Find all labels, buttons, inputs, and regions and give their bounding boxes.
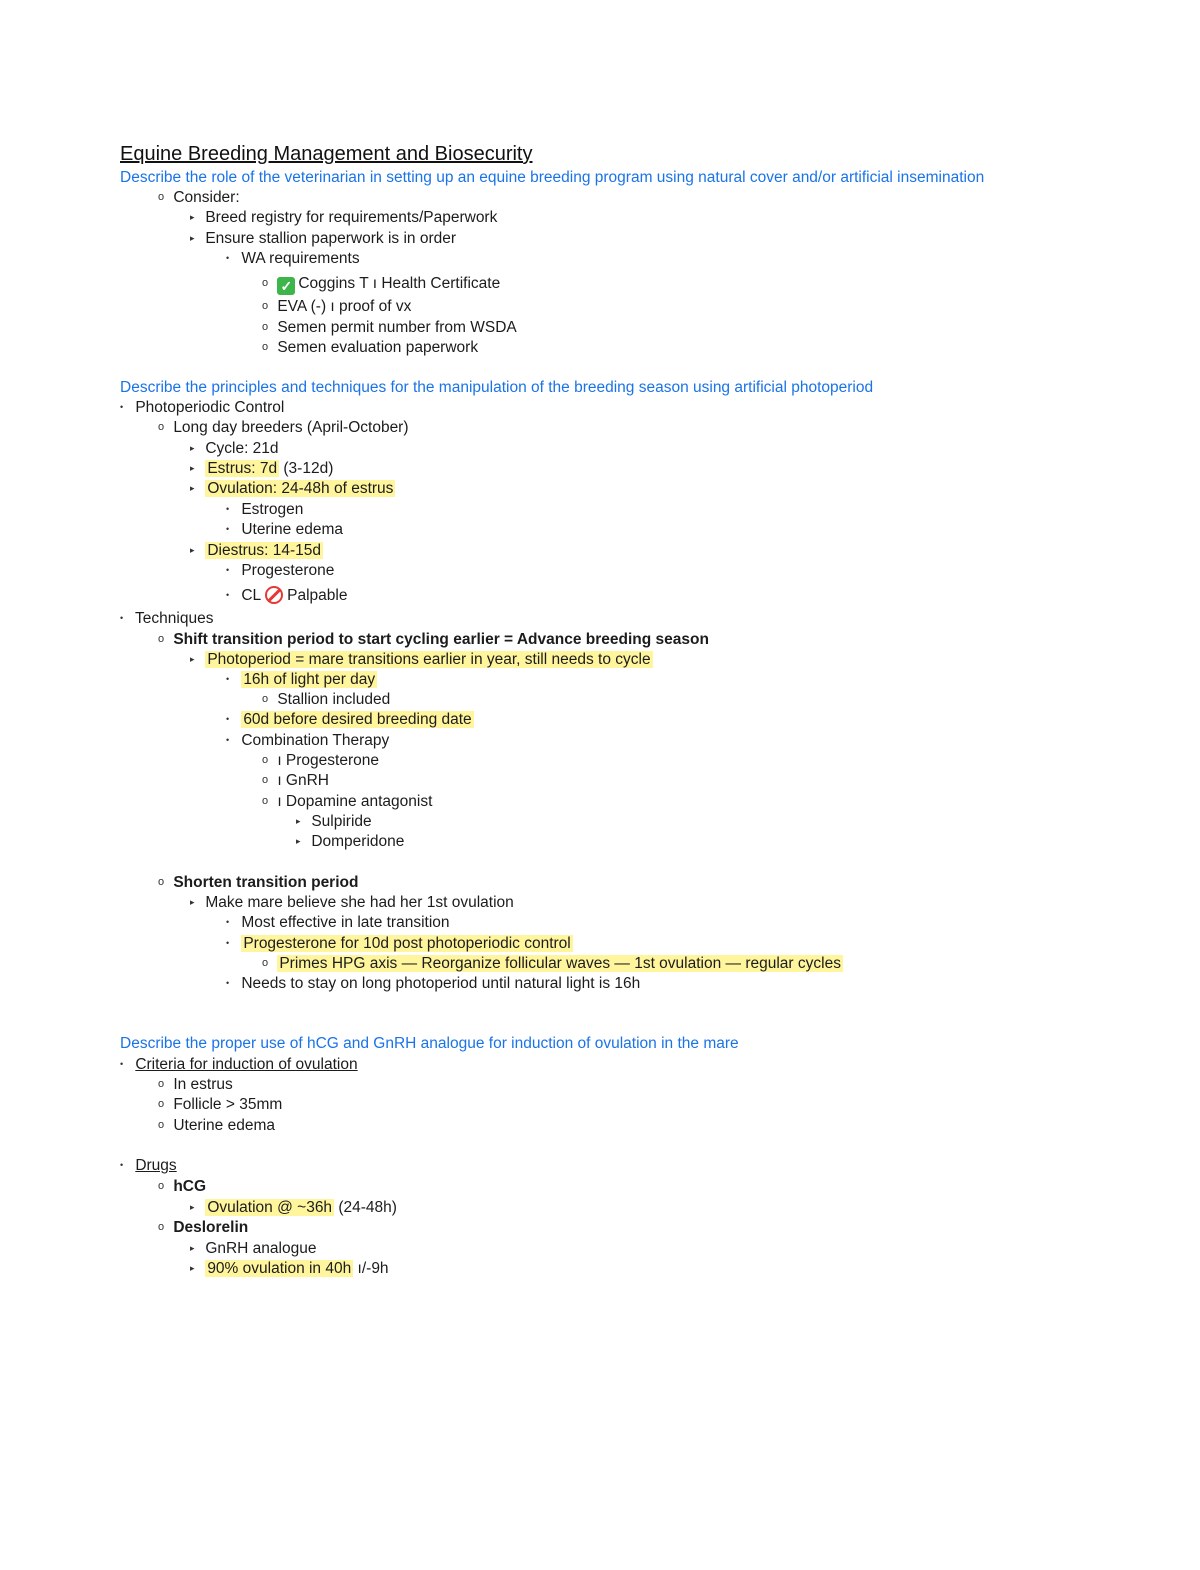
circle-bullet-icon: o (262, 774, 269, 786)
list-item: o EVA (-) ı proof of vx (262, 298, 412, 315)
dot-bullet-icon: • (226, 253, 230, 263)
list-item: • Estrogen (226, 501, 304, 518)
triangle-bullet-icon: ▸ (190, 545, 195, 555)
list-item: ▸ Ovulation: 24-48h of estrus (190, 480, 394, 497)
list-item: • Techniques (120, 610, 214, 627)
circle-bullet-icon: o (158, 191, 165, 203)
list-item: o hCG (158, 1178, 207, 1195)
list-item: ▸ Sulpiride (296, 813, 372, 830)
dot-bullet-icon: • (226, 938, 230, 948)
dot-bullet-icon: • (226, 917, 230, 927)
list-item: • Needs to stay on long photoperiod until natural light is 16h (226, 975, 641, 992)
dot-bullet-icon: • (226, 590, 230, 600)
list-item: o Semen evaluation paperwork (262, 339, 479, 356)
list-item: • 60d before desired breeding date (226, 711, 472, 728)
list-item: • Combination Therapy (226, 732, 390, 749)
list-item: • WA requirements (226, 250, 360, 267)
no-entry-icon (265, 586, 283, 604)
list-item: • Progesterone (226, 562, 335, 579)
triangle-bullet-icon: ▸ (190, 1263, 195, 1273)
list-item: ▸ Ovulation @ ~36h (24-48h) (190, 1199, 397, 1216)
triangle-bullet-icon: ▸ (190, 483, 195, 493)
list-item: o ı GnRH (262, 772, 329, 789)
list-item: • Uterine edema (226, 521, 343, 538)
list-item: o Consider: (158, 189, 240, 206)
list-item: ▸ Estrus: 7d (3-12d) (190, 460, 334, 477)
circle-bullet-icon: o (158, 1221, 165, 1233)
question-photoperiod: Describe the principles and techniques for the manipulation of the breeding season using artificial photoperiod (120, 379, 874, 396)
circle-bullet-icon: o (262, 300, 269, 312)
triangle-bullet-icon: ▸ (190, 1202, 195, 1212)
circle-bullet-icon: o (262, 341, 269, 353)
list-item: o Long day breeders (April-October) (158, 419, 409, 436)
list-item: o Semen permit number from WSDA (262, 319, 517, 336)
triangle-bullet-icon: ▸ (190, 654, 195, 664)
list-item: • CL Palpable (226, 587, 348, 604)
list-item: o Follicle > 35mm (158, 1096, 283, 1113)
triangle-bullet-icon: ▸ (296, 836, 301, 846)
dot-bullet-icon: • (120, 402, 124, 412)
dot-bullet-icon: • (226, 524, 230, 534)
triangle-bullet-icon: ▸ (190, 1243, 195, 1253)
list-item: • 16h of light per day (226, 671, 376, 688)
list-item: ▸ Domperidone (296, 833, 405, 850)
dot-bullet-icon: • (226, 674, 230, 684)
list-item: ▸ Make mare believe she had her 1st ovulation (190, 894, 514, 911)
circle-bullet-icon: o (262, 321, 269, 333)
document-title: Equine Breeding Management and Biosecurity (120, 143, 533, 165)
list-item: ▸ Diestrus: 14-15d (190, 542, 322, 559)
list-item: ▸ Ensure stallion paperwork is in order (190, 230, 457, 247)
triangle-bullet-icon: ▸ (296, 816, 301, 826)
question-veterinarian-role: Describe the role of the veterinarian in setting up an equine breeding program using natural cover and/or artificial insemination (120, 169, 985, 186)
list-item: o Shorten transition period (158, 874, 359, 891)
dot-bullet-icon: • (226, 714, 230, 724)
list-item: o ✓ Coggins T ı Health Certificate (262, 275, 501, 294)
triangle-bullet-icon: ▸ (190, 443, 195, 453)
list-item: o Shift transition period to start cycling earlier = Advance breeding season (158, 631, 709, 648)
list-item: ▸ 90% ovulation in 40h ı/-9h (190, 1260, 389, 1277)
list-item: o Deslorelin (158, 1219, 249, 1236)
triangle-bullet-icon: ▸ (190, 212, 195, 222)
circle-bullet-icon: o (262, 754, 269, 766)
list-item: ▸ Breed registry for requirements/Paperwork (190, 209, 498, 226)
list-item: o In estrus (158, 1076, 233, 1093)
circle-bullet-icon: o (262, 277, 269, 289)
dot-bullet-icon: • (120, 1160, 124, 1170)
list-item: o ı Dopamine antagonist (262, 793, 433, 810)
circle-bullet-icon: o (158, 1078, 165, 1090)
triangle-bullet-icon: ▸ (190, 463, 195, 473)
list-item: o ı Progesterone (262, 752, 379, 769)
dot-bullet-icon: • (226, 504, 230, 514)
check-mark-icon: ✓ (277, 277, 295, 295)
list-item: • Progesterone for 10d post photoperiodic control (226, 935, 571, 952)
list-item: ▸ Cycle: 21d (190, 440, 279, 457)
circle-bullet-icon: o (158, 421, 165, 433)
list-item: • Photoperiodic Control (120, 399, 285, 416)
list-item: ▸ GnRH analogue (190, 1240, 317, 1257)
list-item: o Uterine edema (158, 1117, 275, 1134)
circle-bullet-icon: o (262, 693, 269, 705)
triangle-bullet-icon: ▸ (190, 233, 195, 243)
circle-bullet-icon: o (158, 1180, 165, 1192)
list-item: ▸ Photoperiod = mare transitions earlier in year, still needs to cycle (190, 651, 651, 668)
circle-bullet-icon: o (158, 1098, 165, 1110)
list-item: o Stallion included (262, 691, 391, 708)
list-item: • Drugs (120, 1157, 177, 1174)
dot-bullet-icon: • (120, 1059, 124, 1069)
list-item: o Primes HPG axis — Reorganize follicular waves — 1st ovulation — regular cycles (262, 955, 841, 972)
triangle-bullet-icon: ▸ (190, 897, 195, 907)
circle-bullet-icon: o (158, 1119, 165, 1131)
circle-bullet-icon: o (158, 633, 165, 645)
dot-bullet-icon: • (226, 565, 230, 575)
circle-bullet-icon: o (262, 795, 269, 807)
dot-bullet-icon: • (226, 978, 230, 988)
list-item: • Criteria for induction of ovulation (120, 1056, 358, 1073)
dot-bullet-icon: • (226, 735, 230, 745)
circle-bullet-icon: o (158, 876, 165, 888)
dot-bullet-icon: • (120, 613, 124, 623)
question-hcg-gnrh: Describe the proper use of hCG and GnRH analogue for induction of ovulation in the mare (120, 1035, 739, 1052)
list-item: • Most effective in late transition (226, 914, 450, 931)
circle-bullet-icon: o (262, 957, 269, 969)
